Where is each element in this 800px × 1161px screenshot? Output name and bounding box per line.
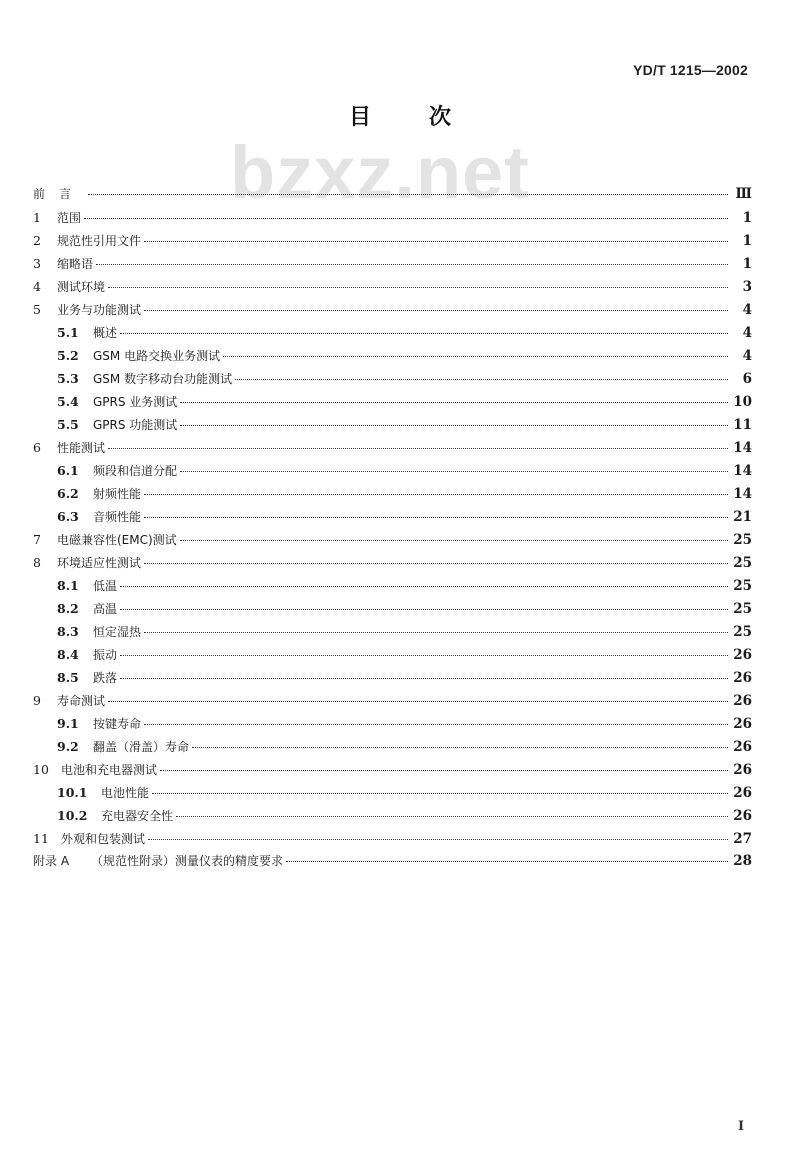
toc-entry[interactable] — [33, 827, 752, 850]
dot-leader — [180, 539, 728, 541]
toc-label: （规范性附录）测量仪表的精度要求 — [91, 854, 284, 868]
toc-entry[interactable] — [33, 298, 752, 321]
dot-leader — [108, 700, 728, 702]
toc-label: 概述 — [93, 326, 118, 340]
toc-subentry[interactable] — [33, 390, 752, 413]
toc-subentry[interactable] — [33, 666, 752, 689]
toc-number: 8.4 — [57, 647, 79, 662]
toc-number: 9 — [33, 693, 41, 708]
dot-leader — [120, 608, 728, 610]
toc-label: 业务与功能测试 — [57, 303, 142, 317]
dot-leader — [223, 355, 728, 357]
toc-entry[interactable] — [33, 275, 752, 298]
toc-number: 4 — [33, 279, 41, 294]
toc-subentry[interactable] — [33, 620, 752, 643]
toc-subentry[interactable] — [33, 344, 752, 367]
toc-page: 3 — [742, 279, 752, 295]
toc-page: 1 — [742, 210, 752, 226]
toc-page: 14 — [733, 486, 752, 502]
toc-number: 11 — [33, 831, 49, 846]
toc-number: 2 — [33, 233, 41, 248]
toc-subentry[interactable] — [33, 643, 752, 666]
toc-number: 6.2 — [57, 486, 79, 501]
toc-label: GSM 数字移动台功能测试 — [93, 372, 233, 386]
toc-label: 寿命测试 — [57, 694, 106, 708]
dot-leader — [120, 677, 728, 679]
toc-label: 按键寿命 — [93, 717, 142, 731]
toc-entry[interactable] — [33, 252, 752, 275]
dot-leader — [180, 470, 728, 472]
dot-leader — [144, 516, 728, 518]
toc-number: 附录 A — [33, 854, 70, 868]
toc-page: 25 — [733, 578, 752, 594]
toc-subentry[interactable] — [33, 459, 752, 482]
toc-page: 1 — [742, 256, 752, 272]
toc-subentry[interactable] — [33, 367, 752, 390]
dot-leader — [144, 631, 728, 633]
dot-leader — [144, 562, 728, 564]
toc-page: 26 — [733, 785, 752, 801]
toc-page: 28 — [733, 853, 752, 869]
toc-label: 前言 — [33, 187, 86, 201]
toc-subentry[interactable] — [33, 597, 752, 620]
toc-label: 频段和信道分配 — [93, 464, 178, 478]
table-of-contents — [33, 183, 752, 873]
toc-page: 26 — [733, 739, 752, 755]
toc-number: 3 — [33, 256, 41, 271]
toc-page: 4 — [742, 348, 752, 364]
page-number: I — [738, 1119, 745, 1134]
toc-page: 4 — [742, 325, 752, 341]
dot-leader — [84, 217, 728, 219]
toc-number: 10 — [33, 762, 49, 777]
toc-number: 8.2 — [57, 601, 79, 616]
toc-subentry[interactable] — [33, 735, 752, 758]
toc-page: 26 — [733, 762, 752, 778]
toc-label: 电池和充电器测试 — [61, 763, 158, 777]
toc-number: 5.3 — [57, 371, 79, 386]
toc-label: 振动 — [93, 648, 118, 662]
dot-leader — [148, 838, 728, 840]
toc-subentry[interactable] — [33, 804, 752, 827]
toc-number: 6.3 — [57, 509, 79, 524]
toc-page: 25 — [733, 532, 752, 548]
toc-page: 1 — [742, 233, 752, 249]
toc-entry-appendix-a[interactable] — [33, 850, 752, 873]
toc-label: 缩略语 — [57, 257, 94, 271]
dot-leader — [192, 746, 728, 748]
toc-page: 14 — [733, 463, 752, 479]
standard-code: YD/T 1215—2002 — [633, 62, 748, 78]
toc-entry[interactable] — [33, 229, 752, 252]
dot-leader — [180, 401, 728, 403]
toc-entry[interactable] — [33, 436, 752, 459]
toc-number: 8.1 — [57, 578, 79, 593]
toc-subentry[interactable] — [33, 574, 752, 597]
toc-page: 6 — [742, 371, 752, 387]
toc-number: 1 — [33, 210, 41, 225]
toc-number: 6.1 — [57, 463, 79, 478]
toc-label: GSM 电路交换业务测试 — [93, 349, 221, 363]
dot-leader — [120, 585, 728, 587]
toc-entry-foreword[interactable] — [33, 183, 752, 206]
dot-leader — [235, 378, 728, 380]
toc-number: 8.5 — [57, 670, 79, 685]
watermark: bzxz.net — [230, 131, 530, 214]
toc-number: 9.2 — [57, 739, 79, 754]
toc-label: GPRS 功能测试 — [93, 418, 178, 432]
toc-label: 外观和包装测试 — [61, 832, 146, 846]
toc-label: 电池性能 — [101, 786, 150, 800]
dot-leader — [88, 193, 728, 195]
toc-number: 10.2 — [57, 808, 88, 823]
toc-page: 26 — [733, 716, 752, 732]
toc-number: 5.2 — [57, 348, 79, 363]
dot-leader — [96, 263, 728, 265]
toc-label: 测试环境 — [57, 280, 106, 294]
toc-number: 5.4 — [57, 394, 79, 409]
dot-leader — [120, 332, 728, 334]
toc-page: 27 — [733, 831, 752, 847]
dot-leader — [108, 286, 728, 288]
toc-page: 14 — [733, 440, 752, 456]
title-char-1: 目 — [348, 105, 371, 130]
toc-entry[interactable] — [33, 758, 752, 781]
toc-number: 5.5 — [57, 417, 79, 432]
toc-label: 规范性引用文件 — [57, 234, 142, 248]
toc-number: 9.1 — [57, 716, 79, 731]
toc-page: 26 — [733, 647, 752, 663]
dot-leader — [144, 240, 728, 242]
toc-page: 26 — [733, 693, 752, 709]
toc-label: 翻盖（滑盖）寿命 — [93, 740, 190, 754]
dot-leader — [144, 309, 728, 311]
toc-page: Ⅲ — [735, 186, 752, 202]
toc-subentry[interactable] — [33, 712, 752, 735]
toc-label: 音频性能 — [93, 510, 142, 524]
toc-page: 11 — [733, 417, 752, 433]
toc-label: 充电器安全性 — [101, 809, 174, 823]
toc-entry[interactable] — [33, 528, 752, 551]
toc-page: 25 — [733, 624, 752, 640]
dot-leader — [144, 493, 728, 495]
toc-page: 25 — [733, 555, 752, 571]
toc-subentry[interactable] — [33, 781, 752, 804]
dot-leader — [108, 447, 728, 449]
toc-label: 高温 — [93, 602, 118, 616]
toc-label: 电磁兼容性(EMC)测试 — [57, 533, 177, 547]
toc-entry[interactable] — [33, 551, 752, 574]
toc-label: GPRS 业务测试 — [93, 395, 178, 409]
toc-page: 10 — [733, 394, 752, 410]
toc-label: 范围 — [57, 211, 82, 225]
toc-label: 恒定湿热 — [93, 625, 142, 639]
toc-page: 26 — [733, 808, 752, 824]
toc-number: 5.1 — [57, 325, 79, 340]
dot-leader — [286, 860, 728, 862]
toc-number: 7 — [33, 532, 41, 547]
toc-label: 性能测试 — [57, 441, 106, 455]
toc-subentry[interactable] — [33, 505, 752, 528]
toc-number: 6 — [33, 440, 41, 455]
toc-number: 5 — [33, 302, 41, 317]
toc-label: 环境适应性测试 — [57, 556, 142, 570]
toc-page: 25 — [733, 601, 752, 617]
toc-subentry[interactable] — [33, 413, 752, 436]
toc-entry[interactable] — [33, 689, 752, 712]
toc-label: 射频性能 — [93, 487, 142, 501]
dot-leader — [176, 815, 728, 817]
title-char-2: 次 — [429, 105, 452, 130]
toc-entry[interactable] — [33, 206, 752, 229]
page-title — [0, 100, 800, 131]
dot-leader — [180, 424, 728, 426]
toc-subentry[interactable] — [33, 321, 752, 344]
toc-label: 低温 — [93, 579, 118, 593]
dot-leader — [144, 723, 728, 725]
dot-leader — [120, 654, 728, 656]
toc-number: 8 — [33, 555, 41, 570]
toc-number: 10.1 — [57, 785, 88, 800]
toc-label: 跌落 — [93, 671, 118, 685]
dot-leader — [152, 792, 728, 794]
toc-number: 8.3 — [57, 624, 79, 639]
dot-leader — [160, 769, 728, 771]
toc-subentry[interactable] — [33, 482, 752, 505]
toc-page: 21 — [733, 509, 752, 525]
toc-page: 26 — [733, 670, 752, 686]
toc-page: 4 — [742, 302, 752, 318]
